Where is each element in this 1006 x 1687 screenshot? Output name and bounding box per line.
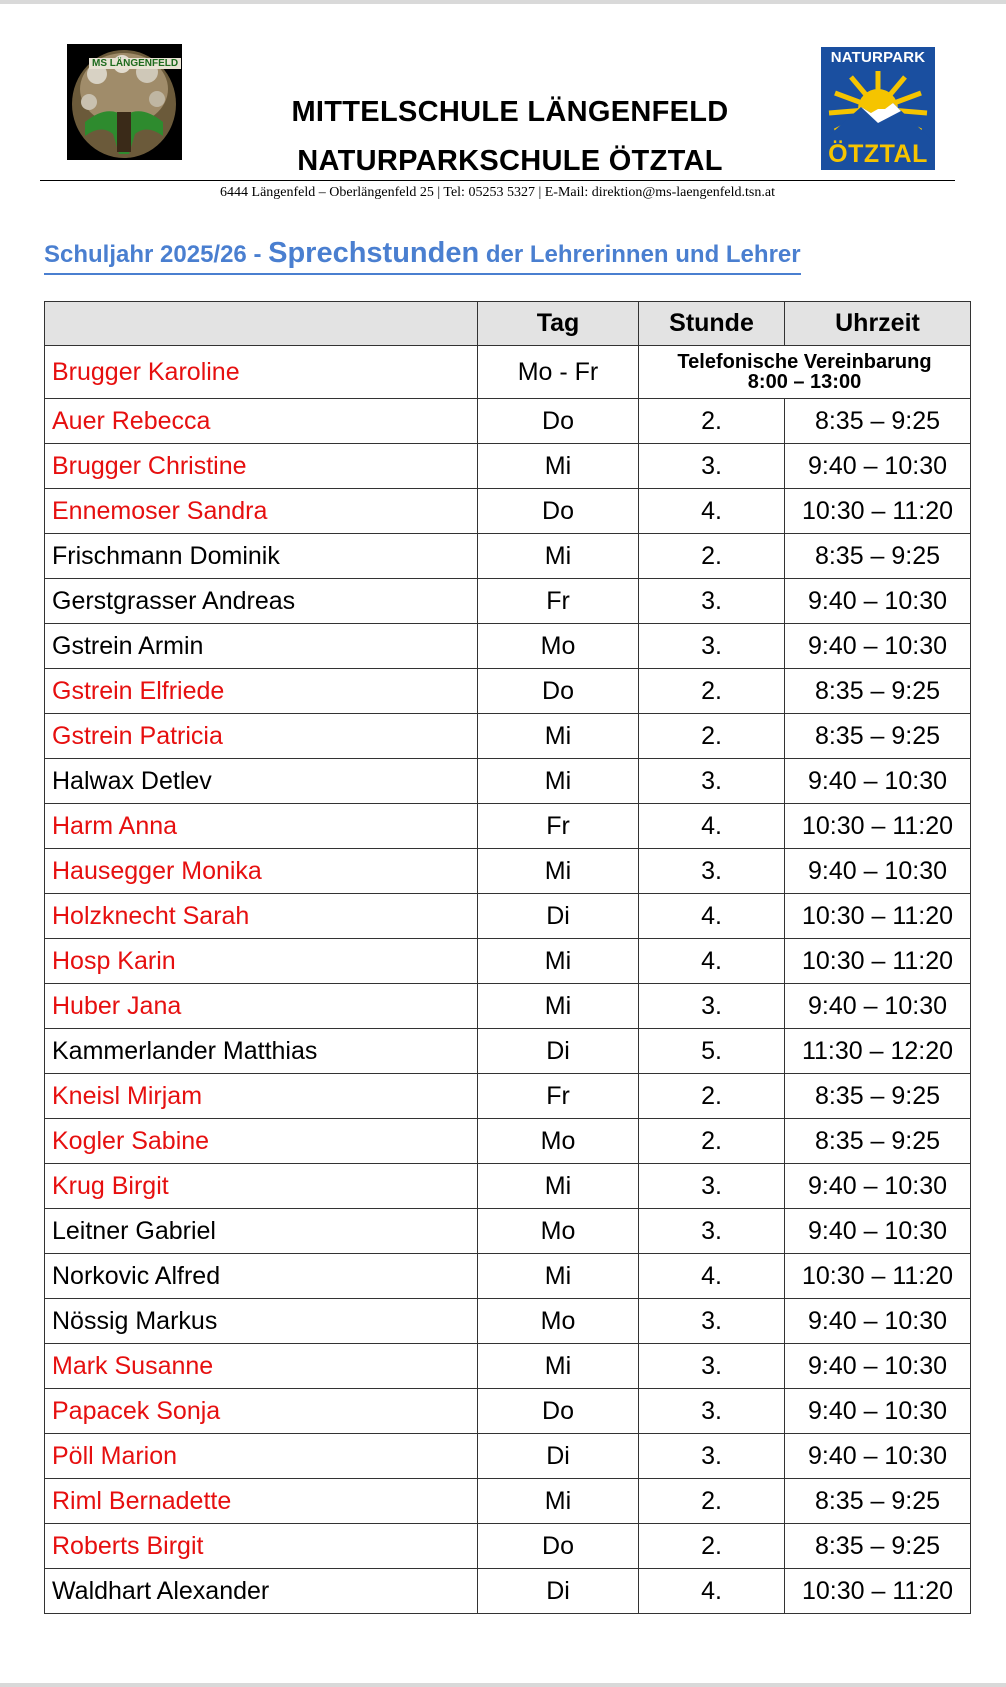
table-row [45,1254,971,1299]
heading-main: Sprechstunden [268,237,480,269]
teacher-name: Gstrein Patricia [45,714,478,759]
day-cell: Di [478,1569,639,1614]
day-cell: Fr [478,804,639,849]
day-cell: Mi [478,1254,639,1299]
day-cell: Di [478,1029,639,1074]
table-row [45,624,971,669]
table-row [45,1164,971,1209]
time-cell: 9:40 – 10:30 [785,579,971,624]
teacher-name: Gerstgrasser Andreas [45,579,478,624]
teacher-name: Holzknecht Sarah [45,894,478,939]
top-divider [0,0,1006,4]
table-row [45,1434,971,1479]
day-cell: Mo [478,1299,639,1344]
day-cell: Di [478,894,639,939]
table-row [45,1074,971,1119]
teacher-name: Halwax Detlev [45,759,478,804]
lesson-cell: 2. [639,669,785,714]
time-cell: 8:35 – 9:25 [785,1074,971,1119]
teacher-name: Gstrein Elfriede [45,669,478,714]
teacher-name: Hausegger Monika [45,849,478,894]
lesson-cell: 2. [639,399,785,444]
time-cell: 10:30 – 11:20 [785,939,971,984]
teacher-name: Auer Rebecca [45,399,478,444]
day-cell: Di [478,1434,639,1479]
teacher-name: Nössig Markus [45,1299,478,1344]
logo-right-bottom-label: ÖTZTAL [828,140,928,168]
phone-arrangement-label: Telefonische Vereinbarung [677,351,932,373]
time-cell: 10:30 – 11:20 [785,1569,971,1614]
logo-right-top-label: NATURPARK [830,49,926,66]
day-cell: Mo [478,1119,639,1164]
teacher-name: Papacek Sonja [45,1389,478,1434]
time-cell: 9:40 – 10:30 [785,1299,971,1344]
teacher-name: Hosp Karin [45,939,478,984]
lesson-cell: 2. [639,1524,785,1569]
teacher-name: Mark Susanne [45,1344,478,1389]
naturpark-logo [821,47,935,170]
time-cell: 9:40 – 10:30 [785,1164,971,1209]
day-cell: Mo [478,624,639,669]
lesson-cell: 3. [639,759,785,804]
lesson-cell: 4. [639,489,785,534]
header-stunde: Stunde [639,302,785,346]
lesson-cell: 3. [639,849,785,894]
bottom-divider [0,1683,1006,1687]
time-cell: 8:35 – 9:25 [785,534,971,579]
table-row [45,346,971,399]
lesson-cell: 3. [639,624,785,669]
day-cell: Do [478,399,639,444]
school-name: MITTELSCHULE LÄNGENFELD [291,96,729,128]
teacher-name: Huber Jana [45,984,478,1029]
day-cell: Do [478,489,639,534]
teacher-name: Riml Bernadette [45,1479,478,1524]
day-cell: Do [478,1389,639,1434]
phone-arrangement-cell [639,346,971,399]
day-cell: Mi [478,1344,639,1389]
teacher-name: Kneisl Mirjam [45,1074,478,1119]
time-cell: 9:40 – 10:30 [785,759,971,804]
lesson-cell: 2. [639,1074,785,1119]
header-uhrzeit: Uhrzeit [785,302,971,346]
table-row [45,1389,971,1434]
day-cell: Do [478,669,639,714]
time-cell: 10:30 – 11:20 [785,1254,971,1299]
school-subtitle: NATURPARKSCHULE ÖTZTAL [297,145,723,177]
table-row [45,534,971,579]
day-cell: Mi [478,939,639,984]
lesson-cell: 5. [639,1029,785,1074]
day-cell: Mo - Fr [478,346,639,399]
day-cell: Mi [478,984,639,1029]
lesson-cell: 3. [639,1299,785,1344]
school-logo [67,44,182,160]
table-row [45,1209,971,1254]
day-cell: Mi [478,1479,639,1524]
day-cell: Mi [478,444,639,489]
time-cell: 9:40 – 10:30 [785,1434,971,1479]
phone-arrangement-time: 8:00 – 13:00 [747,371,862,393]
table-row [45,579,971,624]
teacher-name: Roberts Birgit [45,1524,478,1569]
day-cell: Mi [478,714,639,759]
day-cell: Do [478,1524,639,1569]
teacher-name: Waldhart Alexander [45,1569,478,1614]
lesson-cell: 2. [639,1479,785,1524]
table-row [45,1524,971,1569]
day-cell: Mi [478,1164,639,1209]
table-row [45,669,971,714]
teacher-name: Brugger Karoline [45,346,478,399]
lesson-cell: 3. [639,1434,785,1479]
teacher-name: Gstrein Armin [45,624,478,669]
table-row [45,804,971,849]
lesson-cell: 3. [639,984,785,1029]
lesson-cell: 2. [639,534,785,579]
table-row [45,894,971,939]
table-row [45,939,971,984]
time-cell: 8:35 – 9:25 [785,399,971,444]
teacher-name: Norkovic Alfred [45,1254,478,1299]
teacher-name: Frischmann Dominik [45,534,478,579]
time-cell: 9:40 – 10:30 [785,444,971,489]
lesson-cell: 4. [639,1569,785,1614]
time-cell: 8:35 – 9:25 [785,714,971,759]
teacher-name: Kogler Sabine [45,1119,478,1164]
lesson-cell: 3. [639,1209,785,1254]
time-cell: 10:30 – 11:20 [785,489,971,534]
table-row [45,1299,971,1344]
lesson-cell: 3. [639,1164,785,1209]
table-row [45,399,971,444]
table-row [45,1029,971,1074]
time-cell: 8:35 – 9:25 [785,1479,971,1524]
day-cell: Fr [478,1074,639,1119]
lesson-cell: 4. [639,1254,785,1299]
lesson-cell: 3. [639,1344,785,1389]
table-row [45,1344,971,1389]
heading-suffix: der Lehrerinnen und Lehrer [479,241,801,268]
header-tag: Tag [478,302,639,346]
contact-line: 6444 Längenfeld – Oberlängenfeld 25 | Tel: 05253 5327 | E-Mail: direktion@ms-laengenfeld.tsn.at [220,185,775,200]
office-hours-table [44,301,971,1614]
page-heading [44,238,801,275]
teacher-name: Kammerlander Matthias [45,1029,478,1074]
day-cell: Fr [478,579,639,624]
teacher-name: Brugger Christine [45,444,478,489]
table-row [45,1479,971,1524]
heading-school-year: Schuljahr 2025/26 - [44,241,269,268]
day-cell: Mi [478,759,639,804]
time-cell: 9:40 – 10:30 [785,849,971,894]
lesson-cell: 3. [639,444,785,489]
lesson-cell: 4. [639,804,785,849]
day-cell: Mo [478,1209,639,1254]
lesson-cell: 3. [639,579,785,624]
time-cell: 9:40 – 10:30 [785,624,971,669]
lesson-cell: 2. [639,1119,785,1164]
time-cell: 11:30 – 12:20 [785,1029,971,1074]
lesson-cell: 2. [639,714,785,759]
table-row [45,849,971,894]
table-row [45,444,971,489]
day-cell: Mi [478,849,639,894]
table-row [45,984,971,1029]
time-cell: 9:40 – 10:30 [785,1344,971,1389]
logo-left-label: MS LÄNGENFELD [89,58,181,69]
teacher-name: Ennemoser Sandra [45,489,478,534]
teacher-name: Krug Birgit [45,1164,478,1209]
table-row [45,1569,971,1614]
table-header-row [45,302,971,346]
teacher-name: Leitner Gabriel [45,1209,478,1254]
day-cell: Mi [478,534,639,579]
time-cell: 8:35 – 9:25 [785,1119,971,1164]
table-row [45,714,971,759]
time-cell: 9:40 – 10:30 [785,984,971,1029]
table-row [45,1119,971,1164]
time-cell: 8:35 – 9:25 [785,669,971,714]
lesson-cell: 4. [639,894,785,939]
table-row [45,489,971,534]
table-row [45,759,971,804]
teacher-name: Harm Anna [45,804,478,849]
header-divider [40,180,955,181]
time-cell: 8:35 – 9:25 [785,1524,971,1569]
time-cell: 10:30 – 11:20 [785,804,971,849]
teacher-name: Pöll Marion [45,1434,478,1479]
lesson-cell: 3. [639,1389,785,1434]
time-cell: 9:40 – 10:30 [785,1389,971,1434]
time-cell: 10:30 – 11:20 [785,894,971,939]
time-cell: 9:40 – 10:30 [785,1209,971,1254]
header-name [45,302,478,346]
lesson-cell: 4. [639,939,785,984]
